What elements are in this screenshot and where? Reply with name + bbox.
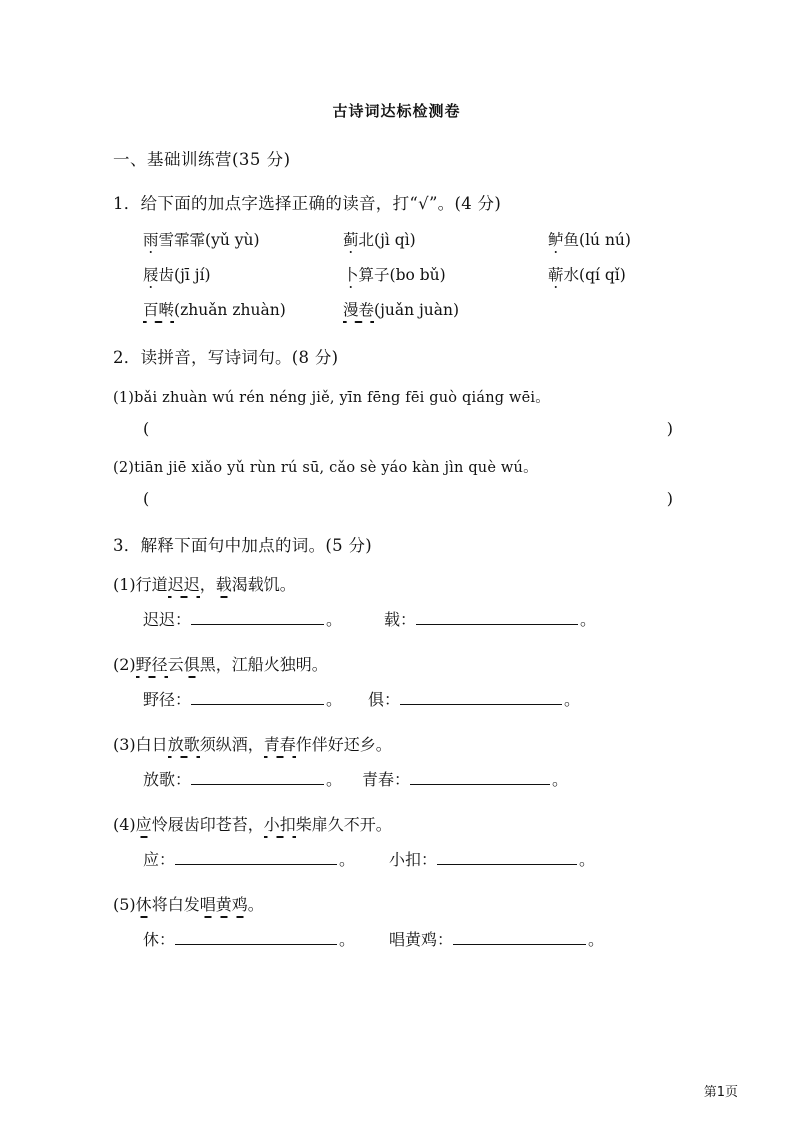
item-options[interactable]: (qí qǐ) (579, 266, 626, 284)
answer-blank[interactable] (191, 609, 324, 625)
period: 。 (326, 690, 343, 709)
q3-item-1-sentence (113, 572, 693, 595)
q3-3-blank-2[interactable] (362, 767, 568, 790)
q3-item-2-blanks (113, 687, 693, 710)
spacer (355, 927, 389, 950)
answer-blank[interactable] (410, 769, 550, 785)
q3-item-5-blanks (113, 927, 693, 950)
q3-item-3-blanks (113, 767, 693, 790)
item-rest: 算子 (358, 266, 390, 284)
period: 。 (326, 770, 343, 789)
dotted-word-1: 休 (136, 892, 152, 915)
blank-label: 迟迟： (143, 610, 192, 629)
section-heading-1: 一、基础训练营(35 分) (113, 150, 291, 169)
spacer (342, 687, 368, 710)
item-rest: 雪霏霏 (158, 231, 206, 249)
period: 。 (339, 930, 356, 949)
dotted-word-1: 应 (136, 812, 152, 835)
q3-2-blank-2[interactable] (368, 687, 580, 710)
dotted-char: 蓟 (343, 228, 359, 250)
answer-blank[interactable] (191, 769, 324, 785)
q2-item-2-pinyin (113, 456, 693, 477)
item-options[interactable]: (yǔ yù) (205, 231, 260, 249)
q2-item-1-pinyin (113, 386, 693, 407)
period: 。 (588, 930, 605, 949)
sentence-mid: 须纵酒， (199, 735, 264, 754)
q3-2-blank-1[interactable] (143, 687, 342, 710)
page-footer: 第1页 (703, 1085, 738, 1100)
item-label: (2) (113, 460, 135, 476)
sentence-pre: 行道 (135, 575, 168, 594)
sentence-post: 黑，江船火独明。 (199, 655, 328, 674)
answer-blank[interactable] (175, 849, 337, 865)
q3-1-blank-2[interactable] (384, 607, 596, 630)
q1-row-2 (113, 263, 693, 285)
q3-4-blank-1[interactable] (143, 847, 355, 870)
q1-item-1[interactable] (143, 228, 343, 250)
q3-item-1-blanks (113, 607, 693, 630)
q1-item-5[interactable] (343, 263, 548, 285)
dotted-char: 雨 (143, 228, 159, 250)
pinyin-text: bǎi zhuàn wú rén néng jiě, yīn fēng fēi guò qiáng wēi。 (134, 390, 550, 406)
blank-label: 休： (143, 930, 176, 949)
item-options[interactable]: (zhuǎn zhuàn) (174, 301, 286, 319)
dotted-word-1: 放歌 (168, 732, 200, 755)
dotted-word-1: 野径 (136, 652, 168, 675)
item-label: (5) (113, 895, 136, 914)
item-options[interactable]: (jì qì) (374, 231, 416, 249)
blank-label: 青春： (362, 770, 411, 789)
close-paren: ) (666, 489, 673, 508)
blank-label: 野径： (143, 690, 192, 709)
blank-label: 俱： (368, 690, 401, 709)
q3-item-4-sentence (113, 812, 693, 835)
blank-label: 放歌： (143, 770, 192, 789)
q3-item-2-sentence (113, 652, 693, 675)
q1-row-3 (113, 298, 693, 320)
answer-blank[interactable] (453, 929, 586, 945)
item-label: (3) (113, 735, 136, 754)
sentence-pre: 白日 (135, 735, 168, 754)
answer-blank[interactable] (400, 689, 562, 705)
item-options[interactable]: (bo bǔ) (389, 266, 446, 284)
sentence-post: 渴载饥。 (231, 575, 296, 594)
q1-item-2[interactable] (343, 228, 548, 250)
blank-label: 载： (384, 610, 417, 629)
dotted-word-2: 俱 (184, 652, 200, 675)
dotted-word-1: 迟迟 (168, 572, 200, 595)
q3-5-blank-1[interactable] (143, 927, 355, 950)
q3-item-4-blanks (113, 847, 693, 870)
sentence-mid: 怜屐齿印苍苔， (151, 815, 264, 834)
q3-item-5-sentence (113, 892, 693, 915)
page-title: 古诗词达标检测卷 (332, 102, 461, 120)
question-1-heading: 1．给下面的加点字选择正确的读音，打“√”。(4 分) (113, 194, 502, 213)
q3-item-3-sentence (113, 732, 693, 755)
answer-blank[interactable] (437, 849, 577, 865)
sentence-mid: 云 (167, 655, 184, 674)
q2-item-1-answer[interactable] (113, 419, 673, 438)
q1-item-8[interactable] (343, 298, 459, 320)
question-3-heading: 3．解释下面句中加点的词。(5 分) (113, 536, 373, 555)
period: 。 (580, 610, 597, 629)
q3-1-blank-1[interactable] (143, 607, 342, 630)
question-2-heading: 2．读拼音，写诗词句。(8 分) (113, 348, 339, 367)
open-paren: ( (143, 419, 150, 438)
dotted-char: 漫卷 (343, 298, 374, 320)
answer-blank[interactable] (175, 929, 337, 945)
period: 。 (579, 850, 596, 869)
close-paren: ) (666, 419, 673, 438)
dotted-word-2: 载 (216, 572, 232, 595)
q1-item-4[interactable] (143, 263, 343, 285)
answer-blank[interactable] (191, 689, 324, 705)
sentence-mid: ， (199, 575, 216, 594)
q3-4-blank-2[interactable] (389, 847, 595, 870)
q1-row-1 (113, 228, 693, 250)
open-paren: ( (143, 489, 150, 508)
q1-item-6[interactable] (548, 263, 626, 285)
sentence-post: 柴扉久不开。 (295, 815, 392, 834)
dotted-char: 屐 (143, 263, 159, 285)
item-label: (4) (113, 815, 136, 834)
blank-label: 唱黄鸡： (389, 930, 454, 949)
period: 。 (339, 850, 356, 869)
item-label: (2) (113, 655, 136, 674)
item-rest: 水 (563, 266, 580, 284)
q3-5-blank-2[interactable] (389, 927, 604, 950)
sentence-post: 作伴好还乡。 (295, 735, 392, 754)
q1-item-7[interactable] (143, 298, 343, 320)
sentence-post: 。 (247, 895, 264, 914)
item-rest: 齿 (158, 266, 175, 284)
item-label: (1) (113, 390, 135, 406)
spacer (342, 767, 362, 790)
spacer (342, 607, 384, 630)
item-options[interactable]: (jī jí) (174, 266, 211, 284)
q2-item-2-answer[interactable] (113, 489, 673, 508)
blank-label: 小扣： (389, 850, 438, 869)
dotted-char: 卜 (343, 263, 359, 285)
q1-item-3[interactable] (548, 228, 631, 250)
dotted-word-2: 唱黄鸡 (200, 892, 248, 915)
dotted-char: 蕲 (548, 263, 564, 285)
period: 。 (564, 690, 581, 709)
item-rest: 北 (358, 231, 375, 249)
dotted-word-2: 小扣 (264, 812, 296, 835)
period: 。 (552, 770, 569, 789)
item-rest: 鱼 (563, 231, 580, 249)
q3-3-blank-1[interactable] (143, 767, 342, 790)
dotted-char: 百啭 (143, 298, 174, 320)
blank-label: 应： (143, 850, 176, 869)
item-options[interactable]: (juǎn juàn) (374, 301, 460, 319)
period: 。 (326, 610, 343, 629)
item-label: (1) (113, 575, 136, 594)
dotted-word-2: 青春 (264, 732, 296, 755)
spacer (355, 847, 389, 870)
sentence-mid: 将白发 (151, 895, 200, 914)
pinyin-text: tiān jiē xiǎo yǔ rùn rú sū, cǎo sè yáo kàn jìn què wú。 (134, 460, 538, 476)
exam-body (113, 146, 693, 964)
item-options[interactable]: (lú nú) (579, 231, 631, 249)
dotted-char: 鲈 (548, 228, 564, 250)
answer-blank[interactable] (416, 609, 578, 625)
